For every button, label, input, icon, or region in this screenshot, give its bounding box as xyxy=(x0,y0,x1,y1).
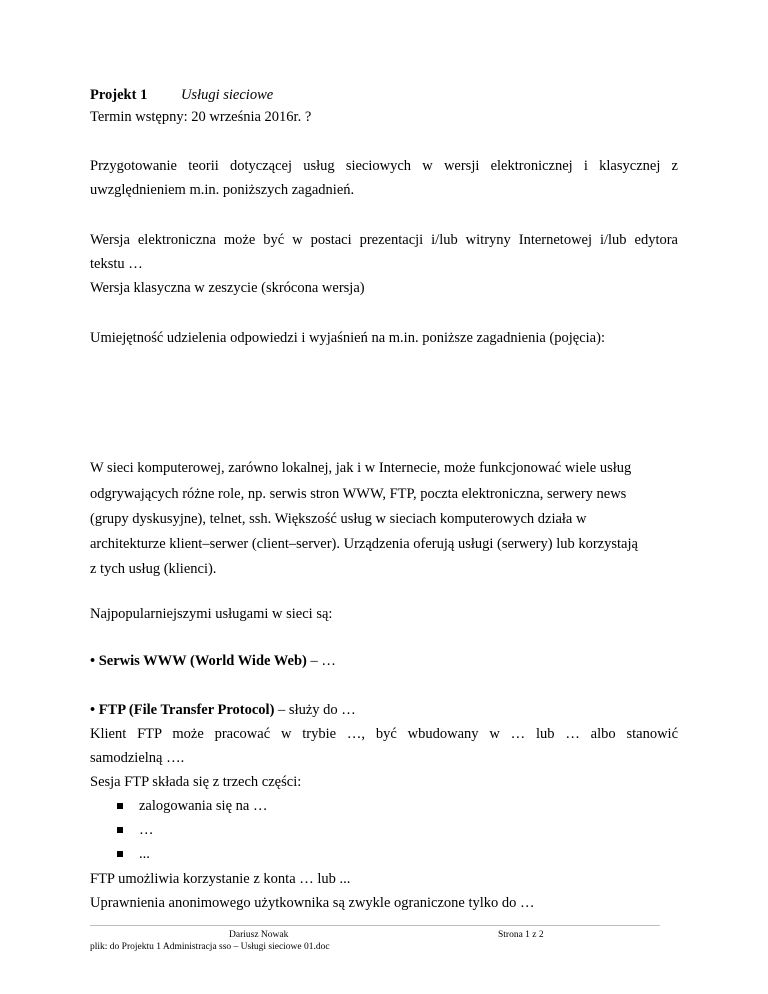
session-item: zalogowania się na … xyxy=(139,798,268,814)
footer-file: plik: do Projektu 1 Administracja sso – Usługi sieciowe 01.doc xyxy=(90,942,330,952)
project-heading xyxy=(90,86,273,104)
bullet-square-icon xyxy=(117,803,123,809)
session-item: … xyxy=(139,822,154,838)
bullet-square-icon xyxy=(117,851,123,857)
electronic-line-1: Wersja elektroniczna może być w postaci prezentacji i/lub witryny Internetowej i/lub edytora xyxy=(90,232,678,248)
footer-author: Dariusz Nowak xyxy=(229,930,289,940)
footer-divider xyxy=(90,925,660,926)
skills-line: Umiejętność udzielenia odpowiedzi i wyjaśnień na m.in. poniższe zagadnienia (pojęcia): xyxy=(90,330,605,346)
paragraph-line-4: architekturze klient–serwer (client–server). Urządzenia oferują usługi (serwery) lub korzystają xyxy=(90,536,638,552)
session-item: ... xyxy=(139,846,150,862)
anonymous-rights: Uprawnienia anonimowego użytkownika są zwykle ograniczone tylko do … xyxy=(90,895,535,911)
prep-line-1: Przygotowanie teorii dotyczącej usług sieciowych w wersji elektronicznej i klasycznej z xyxy=(90,158,678,174)
bullet-square-icon xyxy=(117,827,123,833)
ftp-item xyxy=(90,701,356,719)
session-intro: Sesja FTP składa się z trzech części: xyxy=(90,774,302,790)
footer-page-number: Strona 1 z 2 xyxy=(498,930,544,940)
prep-line-2: uwzględnieniem m.in. poniższych zagadnień. xyxy=(90,182,355,198)
classic-version: Wersja klasyczna w zeszycie (skrócona wersja) xyxy=(90,280,365,296)
ftp-title: • FTP (File Transfer Protocol) xyxy=(90,702,275,718)
ftp-rest: – służy do … xyxy=(274,702,356,718)
project-label: Projekt 1 xyxy=(90,87,148,103)
project-topic: Usługi sieciowe xyxy=(180,87,274,103)
deadline: Termin wstępny: 20 września 2016r. ? xyxy=(90,109,312,125)
paragraph-line-5: z tych usług (klienci). xyxy=(90,561,217,577)
electronic-line-2: tekstu … xyxy=(90,256,143,272)
ftp-account: FTP umożliwia korzystanie z konta … lub ... xyxy=(90,871,351,887)
paragraph-line-1: W sieci komputerowej, zarówno lokalnej, jak i w Internecie, może funkcjonować wiele usług xyxy=(90,460,632,476)
popular-services: Najpopularniejszymi usługami w sieci są: xyxy=(90,606,333,622)
www-title: • Serwis WWW (World Wide Web) xyxy=(90,653,307,669)
paragraph-line-2: odgrywających różne role, np. serwis stron WWW, FTP, poczta elektroniczna, serwery news xyxy=(90,486,627,502)
ftp-client-line-1: Klient FTP może pracować w trybie …, być wbudowany w … lub … albo stanowić xyxy=(90,726,678,742)
ftp-client-line-2: samodzielną …. xyxy=(90,750,185,766)
www-rest: – … xyxy=(306,653,336,669)
www-item xyxy=(90,652,336,670)
paragraph-line-3: (grupy dyskusyjne), telnet, ssh. Większość usług w sieciach komputerowych działa w xyxy=(90,511,587,527)
